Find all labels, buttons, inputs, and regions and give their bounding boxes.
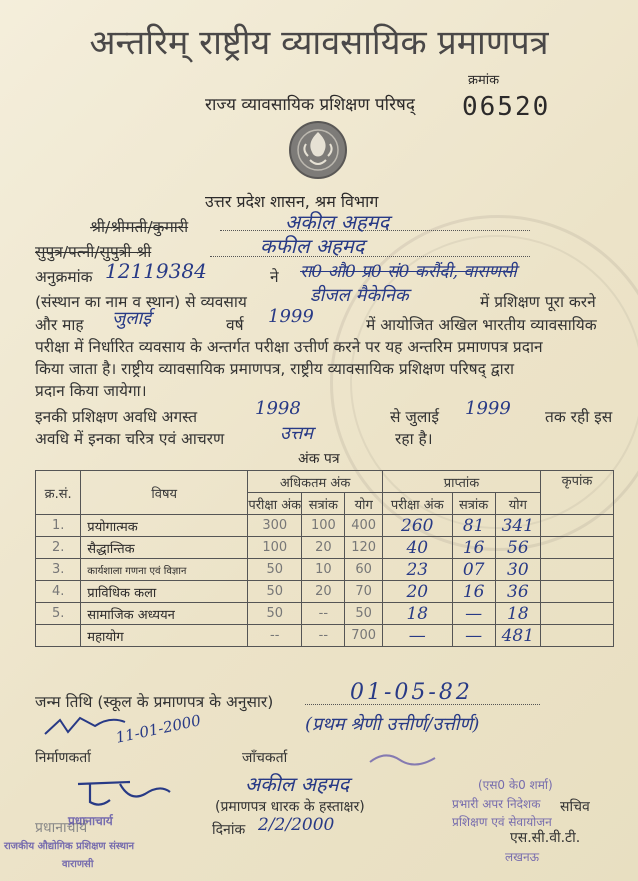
cell-sno: 4. [36,581,81,603]
header-obtained: प्राप्तांक [382,471,540,493]
cell-max-exam: 50 [248,581,302,603]
serial-number: 06520 [462,92,551,122]
checker-signature-icon [365,748,445,770]
cell-ob-total: 30 [495,559,540,581]
issue-date: 2/2/2000 [258,815,335,835]
stamp-left-city: वाराणसी [62,859,94,870]
maker-date: 11-01-2000 [114,711,203,747]
holder-label: (प्रमाणपत्र धारक के हस्ताक्षर) [215,799,365,815]
body-line-7: किया जाता है। राष्ट्रीय व्यावसायिक प्रमाणपत्र, राष्ट्रीय व्यावसायिक प्रशिक्षण परिषद् द्वारा [35,360,515,378]
period-label: इनकी प्रशिक्षण अवधि अगस्त [35,408,198,426]
cell-sno: 1. [36,515,81,537]
cell-ob-session: 16 [452,581,495,603]
cell-sno [36,625,81,647]
cell-max-total: 70 [345,581,383,603]
cell-grace [540,603,613,625]
cell-max-total: 400 [345,515,383,537]
cell-max-exam: -- [248,625,302,647]
cell-ob-exam: 40 [382,537,452,559]
secretary-label: सचिव [560,799,590,815]
cell-max-total: 60 [345,559,383,581]
trade-value: डीजल मैकेनिक [310,285,409,306]
parent-name: कफील अहमद [260,234,365,258]
cell-grace [540,537,613,559]
roll-connector: ने [270,268,279,286]
principal-signature-icon [70,772,180,812]
name-label: श्री/श्रीमती/कुमारी [90,218,189,236]
header-ob-exam: परीक्षा अंक [382,493,452,515]
dob-value: 01-05-82 [350,680,473,705]
header-max-total: योग [345,493,383,515]
table-row [36,559,614,581]
header-max-session: सत्रांक [302,493,345,515]
exam-desc: में आयोजित अखिल भारतीय व्यावसायिक [366,316,597,334]
parent-label: सुपुत्र/पत्नी/सुपुत्री श्री [35,243,152,261]
marksheet-caption: अंक पत्र [298,451,340,467]
exam-year: 1999 [268,306,314,327]
cell-subject: सैद्धान्तिक [81,537,248,559]
table-row [36,603,614,625]
conduct-value: उत्तम [280,423,314,444]
govt-department: उत्तर प्रदेश शासन, श्रम विभाग [205,192,379,211]
maker-label: निर्माणकर्ता [35,750,91,766]
cell-subject: प्रयोगात्मक [81,515,248,537]
conduct-label: अवधि में इनका चरित्र एवं आचरण [35,430,225,448]
cell-max-session: 20 [302,537,345,559]
council-name: राज्य व्यावसायिक प्रशिक्षण परिषद् [205,95,415,115]
cell-subject: महायोग [81,625,248,647]
stamp-right-officer: (एस0 के0 शर्मा) [478,778,553,792]
roll-label: अनुक्रमांक [35,268,93,286]
principal-label: प्रधानाचार्य [35,820,88,836]
table-row [36,537,614,559]
cell-max-total: 50 [345,603,383,625]
cell-max-session: -- [302,625,345,647]
cell-ob-session: 07 [452,559,495,581]
stamp-left-title: प्रधानाचार्य [68,814,113,828]
month-label: और माह [35,316,84,334]
cell-max-exam: 50 [248,559,302,581]
institute-name: रा0 औ0 प्र0 सं0 करौंदी, वाराणसी [300,262,517,282]
cell-subject: कार्यशाला गणना एवं विज्ञान [81,559,248,581]
cell-ob-total: 18 [495,603,540,625]
up-govt-emblem-icon [288,120,348,180]
serial-label: क्रमांक [468,73,500,88]
marks-table-body [36,515,614,647]
header-sno: क्र.सं. [36,471,81,515]
conduct-end: रहा है। [395,430,433,448]
header-subject: विषय [81,471,248,515]
cell-ob-total: 56 [495,537,540,559]
header-ob-total: योग [495,493,540,515]
marks-table [35,470,614,647]
body-line-8: प्रदान किया जायेगा। [35,382,147,400]
stamp-right-city: लखनऊ [505,850,540,864]
cell-ob-exam: 18 [382,603,452,625]
cell-grace [540,559,613,581]
trade-label: (संस्थान का नाम व स्थान) से व्यवसाय [35,293,247,311]
table-row [36,625,614,647]
table-row [36,515,614,537]
stamp-right-title: प्रभारी अपर निदेशक [452,797,541,811]
cell-grace [540,515,613,537]
checker-label: जाँचकर्ता [242,750,288,766]
cell-ob-session: — [452,625,495,647]
cell-ob-exam: 20 [382,581,452,603]
cell-max-session: 100 [302,515,345,537]
cell-subject: प्राविधिक कला [81,581,248,603]
division-value: (प्रथम श्रेणी उत्तीर्ण/उत्तीर्ण) [305,714,480,735]
cell-ob-session: — [452,603,495,625]
period-to: 1999 [465,398,511,419]
cell-grace [540,625,613,647]
parent-underline [210,256,530,257]
cell-ob-exam: 260 [382,515,452,537]
period-mid: से जुलाई [390,408,440,426]
cell-grace [540,581,613,603]
cell-max-total: 700 [345,625,383,647]
cell-ob-exam: — [382,625,452,647]
exam-month: जुलाई [112,308,152,329]
cell-subject: सामाजिक अध्ययन [81,603,248,625]
cell-max-session: 10 [302,559,345,581]
candidate-name: अकील अहमद [285,210,390,234]
body-line-6: परीक्षा में निर्धारित व्यवसाय के अन्तर्गत परीक्षा उत्तीर्ण करने पर यह अन्तरिम प्रमाणपत्र प्रदान [35,338,543,356]
stamp-left-institute: राजकीय औद्योगिक प्रशिक्षण संस्थान [4,841,135,852]
year-label: वर्ष [226,316,244,334]
trade-end: में प्रशिक्षण पूरा करने [480,293,596,311]
cell-max-total: 120 [345,537,383,559]
cell-ob-session: 16 [452,537,495,559]
period-from: 1998 [255,398,301,419]
roll-number: 12119384 [105,259,207,283]
date-label: दिनांक [212,822,246,838]
cell-ob-total: 341 [495,515,540,537]
table-row [36,581,614,603]
cell-sno: 5. [36,603,81,625]
cell-max-exam: 100 [248,537,302,559]
cell-ob-exam: 23 [382,559,452,581]
header-max-exam: परीक्षा अंक [248,493,302,515]
cell-max-exam: 50 [248,603,302,625]
dob-label: जन्म तिथि (स्कूल के प्रमाणपत्र के अनुसार) [35,693,274,711]
cell-max-session: -- [302,603,345,625]
cell-ob-total: 36 [495,581,540,603]
scvt-label: एस.सी.वी.टी. [510,830,581,846]
cell-ob-session: 81 [452,515,495,537]
period-end: तक रही इस [545,408,613,426]
stamp-right-dept: प्रशिक्षण एवं सेवायोजन [452,815,552,829]
certificate-title: अन्तरिम् राष्ट्रीय व्यावसायिक प्रमाणपत्र [89,23,549,63]
header-grace: कृपांक [540,471,613,515]
cell-sno: 3. [36,559,81,581]
cell-sno: 2. [36,537,81,559]
cell-ob-total: 481 [495,625,540,647]
cell-max-session: 20 [302,581,345,603]
cell-max-exam: 300 [248,515,302,537]
header-ob-session: सत्रांक [452,493,495,515]
header-max: अधिकतम अंक [248,471,383,493]
holder-signature: अकील अहमद [245,772,350,796]
